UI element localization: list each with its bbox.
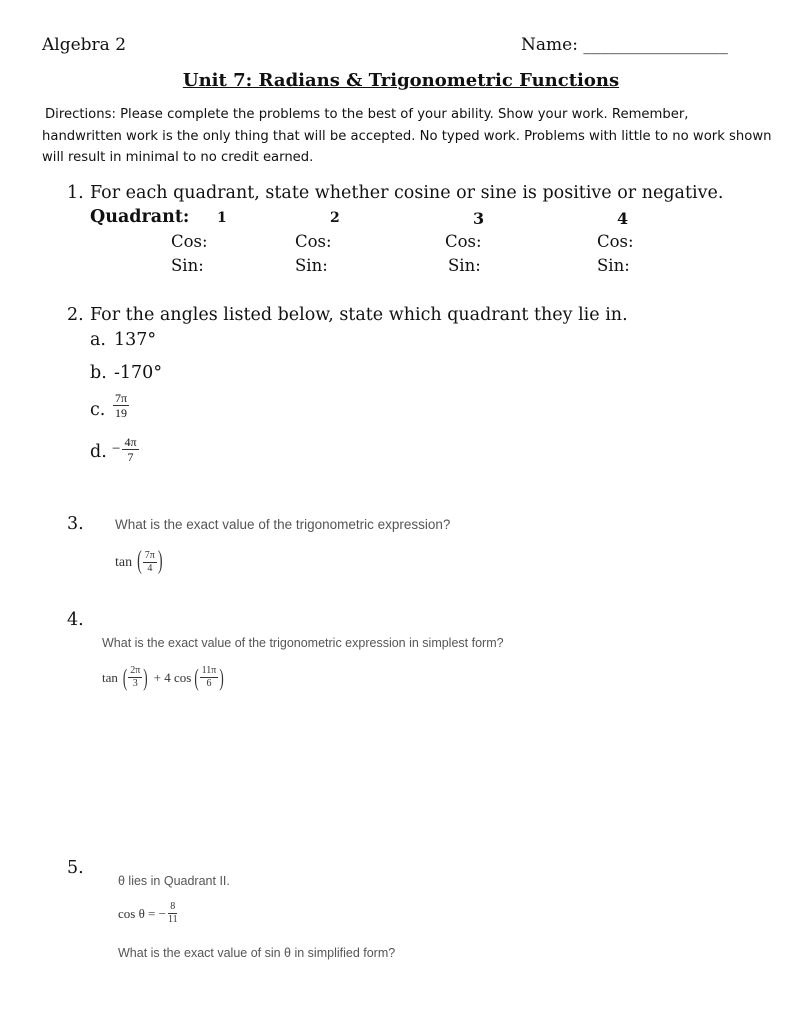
q1-sin-label-1: Sin: <box>171 256 204 275</box>
q4-expression <box>102 662 225 691</box>
q3-expression <box>115 547 164 576</box>
q3-left-paren: ( <box>137 547 142 576</box>
q1-cos-label-2: Cos: <box>295 232 332 251</box>
q2c-letter: c. <box>90 400 106 420</box>
q1-cos-label-4: Cos: <box>597 232 634 251</box>
name-field-label: Name: _________________ <box>521 35 728 55</box>
quadrant-1-header: 1 <box>217 210 227 226</box>
q1-cos-label-1: Cos: <box>171 232 208 251</box>
q4-right-paren-2: ) <box>219 662 224 691</box>
q2d-minus-sign: − <box>112 441 121 457</box>
directions-line-3: will result in minimal to no credit earned. <box>42 150 314 165</box>
q2d-denominator: 7 <box>127 450 134 464</box>
q3-right-paren: ) <box>157 547 163 576</box>
quadrant-4-header: 4 <box>617 209 629 228</box>
q4-tan: tan <box>102 669 118 685</box>
q2-number: 2. <box>67 305 84 325</box>
q2-prompt: For the angles listed below, state which quadrant they lie in. <box>90 305 628 325</box>
q1-prompt: For each quadrant, state whether cosine or sine is positive or negative. <box>90 183 724 203</box>
q3-denominator: 4 <box>147 563 153 574</box>
q2b-angle: -170° <box>114 363 163 383</box>
q1-cos-label-3: Cos: <box>445 232 482 251</box>
q3-number: 3. <box>67 514 84 534</box>
directions-line-1: Directions: Please complete the problems to the best of your ability. Show your work. Remember, <box>45 107 689 122</box>
q1-sin-label-4: Sin: <box>597 256 630 275</box>
q2b-letter: b. <box>90 363 107 383</box>
q5-cos-equals: cos θ = − <box>118 905 166 921</box>
quadrant-label: Quadrant: <box>90 207 190 227</box>
course-name: Algebra 2 <box>42 35 127 55</box>
directions-line-2: handwritten work is the only thing that will be accepted. No typed work. Problems with little to no work shown <box>42 129 772 144</box>
q2c-numerator: 7π <box>115 391 128 405</box>
q4-numerator-2: 11π <box>201 665 217 676</box>
q5-cos-expression <box>118 902 178 925</box>
q2a-letter: a. <box>90 330 106 350</box>
q3-numerator: 7π <box>144 550 155 561</box>
q5-quadrant-statement: θ lies in Quadrant II. <box>118 874 230 888</box>
q5-numerator: 8 <box>170 901 176 912</box>
q1-number: 1. <box>67 183 84 203</box>
q4-left-paren-1: ( <box>122 662 128 691</box>
q4-denominator-1: 3 <box>132 678 138 689</box>
q2c-fraction <box>113 392 129 419</box>
q4-right-paren-1: ) <box>143 662 148 691</box>
q2d-fraction <box>112 436 139 463</box>
q5-prompt: What is the exact value of sin θ in simplified form? <box>118 946 396 960</box>
q2a-angle: 137° <box>114 330 157 350</box>
q5-denominator: 11 <box>167 914 178 925</box>
q2d-numerator: 4π <box>124 435 137 449</box>
q2c-denominator: 19 <box>115 406 128 420</box>
q3-tan: tan <box>115 554 133 570</box>
q4-plus-4cos: + 4 cos <box>153 669 192 685</box>
q5-number: 5. <box>67 858 84 878</box>
q4-left-paren-2: ( <box>194 662 199 691</box>
q4-denominator-2: 6 <box>206 678 212 689</box>
q2d-letter: d. <box>90 442 107 462</box>
q1-sin-label-2: Sin: <box>295 256 328 275</box>
q3-prompt: What is the exact value of the trigonometric expression? <box>115 517 451 532</box>
q4-prompt: What is the exact value of the trigonometric expression in simplest form? <box>102 636 504 650</box>
q4-numerator-1: 2π <box>130 665 141 676</box>
q4-number: 4. <box>67 610 84 630</box>
quadrant-2-header: 2 <box>330 210 340 226</box>
q1-sin-label-3: Sin: <box>448 256 481 275</box>
page-title: Unit 7: Radians & Trigonometric Functions <box>182 70 620 91</box>
quadrant-3-header: 3 <box>473 209 485 228</box>
